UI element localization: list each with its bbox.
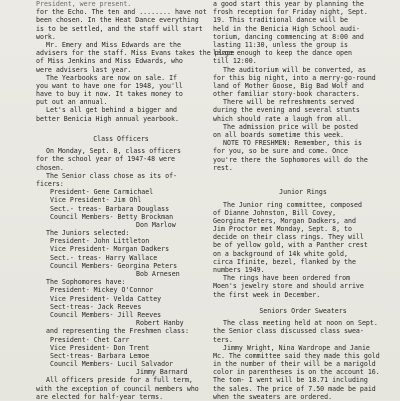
article-line: for the school year of 1947-48 were bbox=[36, 155, 175, 164]
article-line: The tom- I went will be 18.71 including bbox=[213, 376, 368, 385]
frosh-reception-article bbox=[213, 0, 393, 172]
article-line: On Monday, Sept. 8, class officers bbox=[46, 147, 181, 156]
junior-rings-article bbox=[213, 188, 393, 298]
article-line: color in parentheses is on the account 16. bbox=[213, 368, 380, 377]
article-line: There will be refreshments served bbox=[223, 98, 355, 107]
article-line: for you, so be sure and come. Once bbox=[213, 147, 348, 156]
article-line: The Juniors selected: bbox=[46, 229, 130, 238]
article-line: a good start this year by planning the bbox=[213, 0, 364, 8]
article-line: the Senior class discussed class swea- bbox=[213, 327, 364, 336]
officer-entry: Jimmy Barnard bbox=[136, 368, 188, 377]
article-line: The Junior ring committee, composed bbox=[223, 200, 362, 209]
article-line: held in the Benicia High School audi- bbox=[213, 24, 360, 33]
article-line: and representing the Freshmen class: bbox=[46, 327, 189, 336]
officer-entry: President- Mickey O'Connor bbox=[50, 286, 154, 295]
article-line: rest. bbox=[213, 163, 233, 172]
article-line: Let's all get behind a bigger and bbox=[46, 106, 178, 115]
article-line: on a background of 14k white gold, bbox=[213, 249, 348, 258]
officer-entry: Sect-treas- Barbara Lemoe bbox=[50, 351, 150, 360]
article-line: The rings have been ordered from bbox=[223, 274, 351, 283]
article-line: been chosen. In the Heat Dance everything bbox=[36, 16, 199, 25]
officer-entry: Sect.- treas- Harry Wallace bbox=[50, 253, 158, 262]
article-line: other familiar story-book characters. bbox=[213, 90, 360, 99]
article-line: circa Ifinite, bezel, flanked by the bbox=[213, 257, 356, 266]
article-line: The class meeting held at noon on Sept. bbox=[223, 319, 378, 328]
officer-entry: Bob Arnesen bbox=[136, 270, 180, 278]
officer-entry: Vice President- Don Trent bbox=[50, 343, 150, 352]
article-line: ters. bbox=[213, 335, 233, 344]
article-line: on all boards sometime this week. bbox=[213, 131, 345, 139]
officer-entry: Council Members- Georgina Peters bbox=[50, 261, 178, 270]
article-line: ficers: bbox=[36, 179, 64, 188]
article-line: have to buy it now. It takes money to bbox=[36, 90, 183, 99]
article-line: Georgina Peters, Morgan Dadkers, and bbox=[213, 216, 356, 225]
article-line: The Yearbooks are now on sale. If bbox=[46, 73, 178, 82]
article-line: Jimmy Wright, Nina Wardrope and Janie bbox=[223, 343, 370, 352]
article-line: during the evening and several stunts bbox=[213, 106, 360, 115]
article-line: frosh reception for Friday night, Sept. bbox=[213, 8, 368, 17]
article-line: of Dianne Johnston, Bill Covey, bbox=[213, 208, 337, 217]
article-line: were advisers last year. bbox=[36, 65, 132, 74]
article-line: of Miss Jenkins and Miss Edwards, who bbox=[36, 57, 183, 66]
article-line: you're there the Sophomores will do the bbox=[213, 155, 368, 164]
article-line: which should rate a laugh from all. bbox=[213, 114, 352, 123]
article-line: Moen's jewelry store and should arrive bbox=[213, 282, 364, 291]
article-line: chosen. bbox=[36, 163, 64, 172]
article-line: you want to have one for 1948, you'll bbox=[36, 81, 183, 90]
article-line: The auditorium will be converted, as bbox=[223, 65, 366, 74]
article-line: for the Echo. The ten and ........ have not bbox=[36, 8, 207, 17]
article-line: Mc. The committee said they made this gold bbox=[213, 351, 380, 360]
section-heading: Seniors Order Sweaters bbox=[259, 306, 347, 315]
article-line: All officers preside for a full term, bbox=[46, 376, 193, 385]
officer-entry: Vice President- Velda Cattey bbox=[50, 294, 162, 303]
officer-entry: President- John Littleton bbox=[50, 237, 150, 246]
article-line: numbers 1949. bbox=[213, 266, 265, 274]
article-line: is to be settled, and the staff will start bbox=[36, 24, 203, 33]
freshman-officers-list bbox=[36, 336, 206, 377]
article-line: with the exception of council members who bbox=[36, 384, 199, 393]
officer-entry: Vice President- Jim Ohl bbox=[50, 196, 142, 205]
article-line: Mr. Emery and Miss Edwards are the bbox=[46, 40, 181, 49]
article-line: Jim Proctor met Monday, Sept. 8, to bbox=[213, 225, 352, 234]
section-heading: Junior Rings bbox=[279, 188, 327, 197]
article-line: in the number of their will be a marigold bbox=[213, 360, 376, 369]
officer-entry: President- Chet Carr bbox=[50, 335, 130, 344]
officer-entry: Sect.- treas- Barbara Douglass bbox=[50, 204, 170, 213]
article-line: 19. This traditional dance will be bbox=[213, 16, 348, 25]
article-line: be of yellow gold, with a Panther crest bbox=[213, 241, 368, 250]
article-line: are elected for half-year terms. bbox=[36, 392, 164, 401]
article-line: large enough to keep the dance open bbox=[213, 49, 352, 58]
section-heading: Class Officers bbox=[93, 135, 149, 143]
article-line: The Sophomores have: bbox=[46, 278, 126, 287]
article-line: when the sweaters are ordered. bbox=[213, 392, 333, 401]
article-line: lasting 11:30, unless the group is bbox=[213, 40, 348, 49]
article-line: land of Mother Goose, Big Bad Wolf and bbox=[213, 81, 364, 90]
officer-entry: Sect-treas- Jack Reeves bbox=[50, 302, 142, 311]
right-column bbox=[213, 0, 393, 401]
article-line: put out an annual. bbox=[36, 98, 108, 107]
senior-sweaters-article bbox=[213, 307, 393, 401]
article-line: President, were present. bbox=[36, 0, 132, 8]
article-line: for this big night, into a merry-go-round bbox=[213, 73, 376, 82]
officer-entry: President- Gene Carmichael bbox=[50, 188, 154, 197]
sophomore-officers-list bbox=[36, 286, 206, 327]
article-line: NOTE TO FRESHMEN: Remember, this is bbox=[223, 139, 362, 148]
senior-officers-list bbox=[36, 188, 206, 229]
class-officers-article bbox=[36, 135, 206, 401]
article-line: The Senior class chose as its of- bbox=[46, 171, 178, 180]
article-line: better Benicia High annual yearbook. bbox=[36, 114, 179, 123]
officer-entry: Vice President- Morgan Dadkers bbox=[50, 245, 170, 254]
article-line: the sales. The price of 7.50 made be paid bbox=[213, 384, 376, 393]
officer-entry: Council Members- Lucil Salvador bbox=[50, 360, 174, 369]
officer-entry: Don Marlow bbox=[136, 220, 176, 229]
article-line: till 12:00. bbox=[213, 57, 257, 66]
officer-entry: Council Members- Jill Reeves bbox=[50, 310, 162, 319]
officer-entry: Council Members- Betty Brockman bbox=[50, 212, 174, 221]
article-line: The admission price will be posted bbox=[223, 122, 358, 131]
article-line: work. bbox=[36, 32, 56, 41]
officer-entry: Robert Hanby bbox=[136, 319, 184, 328]
article-line: torium, dancing commencing at 8:00 and bbox=[213, 32, 364, 41]
junior-officers-list bbox=[36, 237, 206, 278]
article-line: advisers for the staff. Miss Evans takes the place bbox=[36, 49, 235, 58]
article-line: decide on their class rings. They will bbox=[213, 233, 364, 242]
article-line: the first week in December. bbox=[213, 290, 321, 299]
